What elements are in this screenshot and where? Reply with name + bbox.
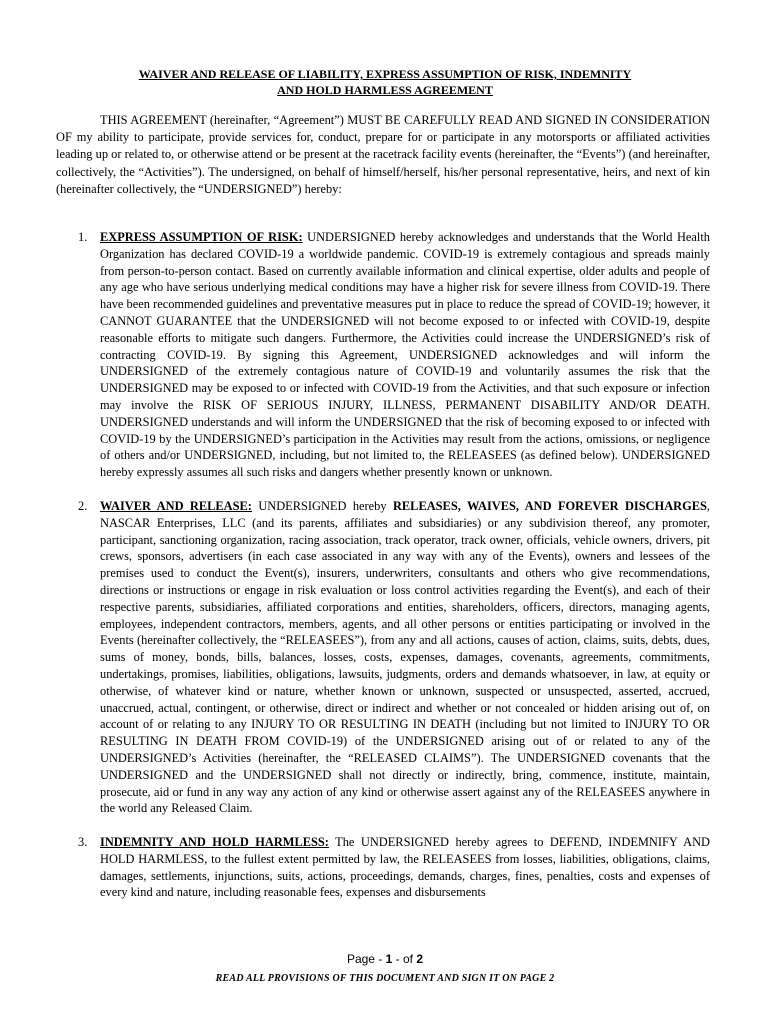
section-assumption-of-risk: [56, 229, 710, 481]
section-number: 3.: [78, 835, 88, 850]
section-text: The UNDERSIGNED hereby agrees to DEFEND, INDEMNIFY AND HOLD HARMLESS, to the fullest extent permitted by law, the RELEASEES from losses, liabilities, obligations, claims, damages, settlements, injunctions, suits, actions, proceedings, demands, charges, fines, penalties, costs and expenses of every kind and nature, including reasonable fees, expenses and disbursements: [100, 835, 710, 900]
section-text: UNDERSIGNED hereby acknowledges and understands that the World Health Organization has declared COVID-19 a worldwide pandemic. COVID-19 is extremely contagious and spreads mainly from person-to-person contact. Based on currently available information and clinical expertise, older adults and people of any age who have serious underlying medical conditions may have a higher risk for severe illness from COVID-19. There have been recommended guidelines and preventative measures put in place to reduce the spread of COVID-19; however, it CANNOT GUARANTEE that the UNDERSIGNED will not become exposed to or infected with COVID-19, despite reasonable efforts to mitigate such dangers. Furthermore, the Activities could increase the UNDERSIGNED’s risk of contracting COVID-19. By signing this Agreement, UNDERSIGNED acknowledges and will inform the UNDERSIGNED of the extremely contagious nature of COVID-19 and voluntarily assumes the risk that the UNDERSIGNED may be exposed to or infected with COVID-19 from the Activities, and that such exposure or infection may involve the RISK OF SERIOUS INJURY, ILLNESS, PERMANENT DISABILITY AND/OR DEATH. UNDERSIGNED understands and will inform the UNDERSIGNED that the risk of becoming exposed to or infected with COVID-19 by the UNDERSIGNED’s participation in the Activities may result from the actions, omissions, or negligence of others and/or UNDERSIGNED, including, but not limited to, the RELEASEES (as defined below). UNDERSIGNED hereby expressly assumes all such risks and dangers whether presently known or unknown.: [100, 230, 710, 480]
section-indemnity: [56, 834, 710, 901]
section-number: 1.: [78, 230, 88, 244]
title-line-2: AND HOLD HARMLESS AGREEMENT: [277, 83, 493, 97]
page-prefix: Page -: [346, 952, 386, 966]
section-waiver-and-release: [56, 498, 710, 817]
title-line-1: WAIVER AND RELEASE OF LIABILITY, EXPRESS ASSUMPTION OF RISK, INDEMNITY: [138, 67, 632, 81]
section-heading: WAIVER AND RELEASE:: [100, 498, 252, 513]
section-heading: INDEMNITY AND HOLD HARMLESS:: [100, 835, 329, 850]
page-current: 1: [385, 952, 393, 966]
document-title: [60, 66, 710, 98]
section-text: UNDERSIGNED hereby: [251, 498, 393, 513]
sections-list: [56, 229, 710, 918]
page-separator: - of: [392, 952, 417, 966]
page-number: [0, 952, 770, 966]
section-number: 2.: [78, 498, 88, 513]
section-heading: EXPRESS ASSUMPTION OF RISK:: [100, 230, 303, 244]
section-text: , NASCAR Enterprises, LLC (and its parents, affiliates and subsidiaries) or any subdivision thereof, any promoter, participant, sanctioning organization, racing association, track operator, track owner, officials, vehicle owners, drivers, pit crews, sponsors, advertisers (in each case associated in any way with any of the Events), owners and lessees of the premises used to conduct the Event(s), insurers, underwriters, consultants and others who give recommendations, directions or instructions or engage in risk evaluation or loss control activities regarding the Event(s), and each of their respective parents, subsidiaries, affiliated corporations and entities, shareholders, officers, directors, managing agents, employees, independent contractors, members, agents, and all other persons or entities participating or involved in the Events (hereinafter collectively, the “RELEASEES”), from any and all actions, causes of action, claims, suits, debts, dues, sums of money, bonds, bills, balances, losses, costs, expenses, damages, covenants, agreements, commitments, undertakings, promises, liabilities, obligations, lawsuits, judgments, orders and demands whatsoever, in law, at equity or otherwise, of whatever kind or nature, whether known or unknown, suspected or unsuspected, asserted, accrued, unaccrued, actual, contingent, or otherwise, direct or indirect and whether or not concealed or hidden arising out of, on account of or relating to any INJURY TO OR RESULTING IN DEATH (including but not limited to INJURY TO OR RESULTING IN DEATH FROM COVID-19) of the UNDERSIGNED arising out of or related to any of the UNDERSIGNED’s Activities (hereinafter, the “RELEASED CLAIMS”). The UNDERSIGNED covenants that the UNDERSIGNED and the UNDERSIGNED shall not directly or indirectly, bring, commence, institute, maintain, prosecute, aid or fund in any way any action of any kind or otherwise assert against any of the RELEASEES anywhere in the world any Released Claim.: [100, 498, 710, 816]
intro-paragraph: THIS AGREEMENT (hereinafter, “Agreement”) MUST BE CAREFULLY READ AND SIGNED IN CONSIDERATION OF my ability to participate, provide services for, conduct, prepare for or participate in any motorsports or affiliated activities leading up or related to, or otherwise attend or be present at the racetrack facility events (hereinafter, the “Events”) (and hereinafter, collectively, the “Activities”). The undersigned, on behalf of himself/herself, his/her personal representative, heirs, and next of kin (hereinafter collectively, the “UNDERSIGNED”) hereby:: [56, 113, 710, 196]
footer-instruction: READ ALL PROVISIONS OF THIS DOCUMENT AND SIGN IT ON PAGE 2: [215, 973, 555, 984]
section-bold-text: RELEASES, WAIVES, AND FOREVER DISCHARGES: [392, 498, 707, 513]
page-total: 2: [416, 952, 424, 966]
